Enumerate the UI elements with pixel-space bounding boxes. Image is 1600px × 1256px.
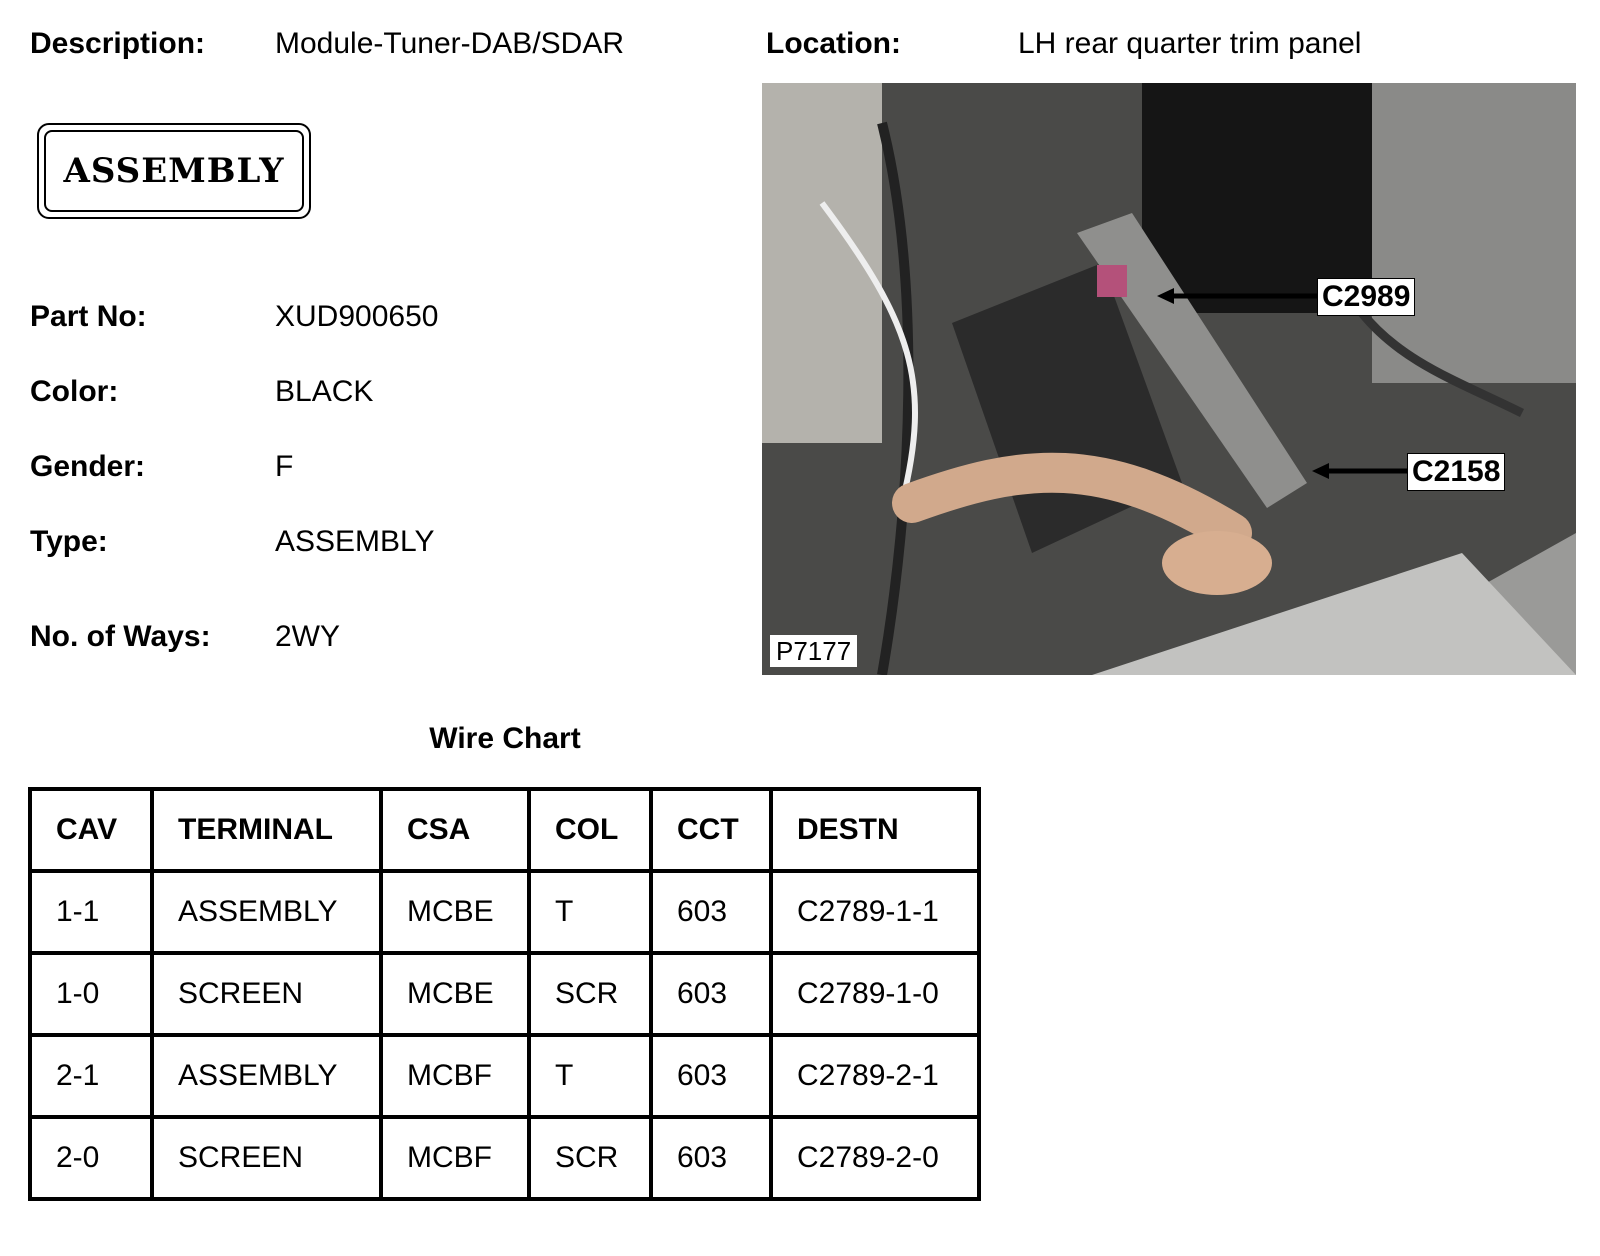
cell-terminal: ASSEMBLY <box>152 871 381 953</box>
assembly-badge <box>37 123 311 219</box>
cell-cav: 1-0 <box>30 953 152 1035</box>
cell-csa: MCBE <box>381 953 529 1035</box>
cell-csa: MCBE <box>381 871 529 953</box>
type-value: ASSEMBLY <box>275 525 435 558</box>
cell-terminal: ASSEMBLY <box>152 1035 381 1117</box>
assembly-badge-text: ASSEMBLY <box>63 151 285 191</box>
col-header-col: COL <box>529 789 651 871</box>
cell-col: SCR <box>529 1117 651 1199</box>
cell-col: T <box>529 871 651 953</box>
col-header-cct: CCT <box>651 789 771 871</box>
location-photo <box>762 83 1576 675</box>
table-row <box>30 871 979 953</box>
cell-col: T <box>529 1035 651 1117</box>
cell-cav: 2-0 <box>30 1117 152 1199</box>
callout-c2989: C2989 <box>1317 278 1415 316</box>
col-header-destn: DESTN <box>771 789 979 871</box>
location-label: Location: <box>766 27 901 60</box>
part-no-label: Part No: <box>30 300 147 333</box>
table-row <box>30 1035 979 1117</box>
cell-destn: C2789-2-1 <box>771 1035 979 1117</box>
cell-col: SCR <box>529 953 651 1035</box>
color-label: Color: <box>30 375 119 408</box>
cell-destn: C2789-1-0 <box>771 953 979 1035</box>
cell-terminal: SCREEN <box>152 953 381 1035</box>
description-label: Description: <box>30 27 206 60</box>
table-row <box>30 1117 979 1199</box>
col-header-cav: CAV <box>30 789 152 871</box>
table-row <box>30 953 979 1035</box>
cell-cav: 1-1 <box>30 871 152 953</box>
cell-destn: C2789-2-0 <box>771 1117 979 1199</box>
location-value: LH rear quarter trim panel <box>1018 27 1362 60</box>
cell-cct: 603 <box>651 871 771 953</box>
cell-csa: MCBF <box>381 1117 529 1199</box>
no-of-ways-label: No. of Ways: <box>30 620 211 653</box>
description-value: Module-Tuner-DAB/SDAR <box>275 27 624 60</box>
col-header-csa: CSA <box>381 789 529 871</box>
cell-destn: C2789-1-1 <box>771 871 979 953</box>
wire-chart-table <box>28 787 981 1201</box>
wire-chart-title: Wire Chart <box>429 722 581 755</box>
part-no-value: XUD900650 <box>275 300 439 333</box>
gender-value: F <box>275 450 294 483</box>
col-header-terminal: TERMINAL <box>152 789 381 871</box>
gender-label: Gender: <box>30 450 146 483</box>
cell-cct: 603 <box>651 1117 771 1199</box>
cell-cct: 603 <box>651 1035 771 1117</box>
callout-c2158: C2158 <box>1407 453 1505 491</box>
photo-plate-id: P7177 <box>770 635 857 667</box>
table-header-row <box>30 789 979 871</box>
type-label: Type: <box>30 525 108 558</box>
color-value: BLACK <box>275 375 374 408</box>
cell-cav: 2-1 <box>30 1035 152 1117</box>
cell-terminal: SCREEN <box>152 1117 381 1199</box>
no-of-ways-value: 2WY <box>275 620 341 653</box>
cell-cct: 603 <box>651 953 771 1035</box>
cell-csa: MCBF <box>381 1035 529 1117</box>
